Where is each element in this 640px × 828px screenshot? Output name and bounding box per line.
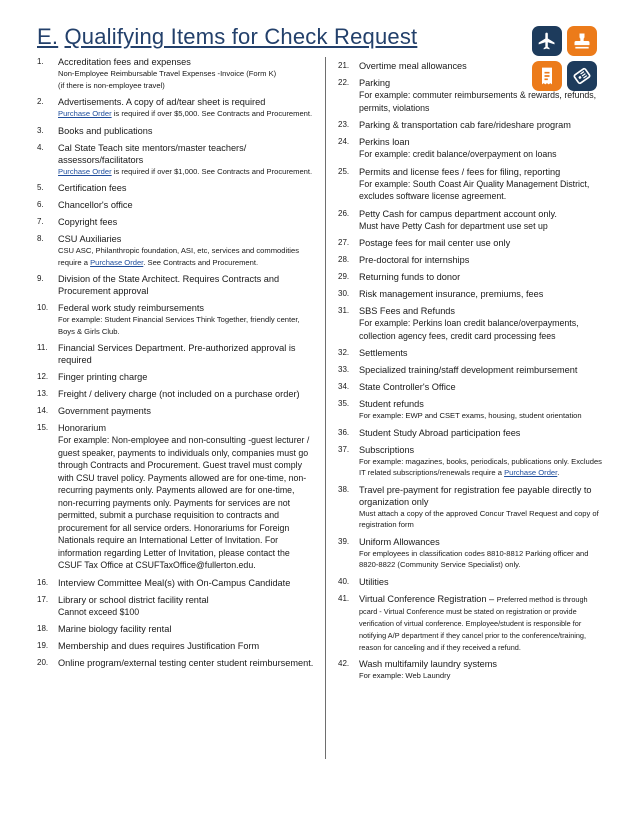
- list-item: 17. Library or school district facility rental Cannot exceed $100: [37, 594, 209, 617]
- list-item: 27. Postage fees for mail center use only: [338, 238, 511, 248]
- list-item: 20. Online program/external testing center student reimbursement.: [37, 658, 314, 668]
- list-item: 24. Perkins loan For example: credit balance/overpayment on loans: [338, 137, 557, 159]
- airplane-icon: [532, 26, 562, 56]
- list-item: 31. SBS Fees and Refunds For example: Perkins loan credit balance/overpayments, collection agency fees, credit card processing fees: [338, 306, 579, 341]
- list-item: 42. Wash multifamily laundry systems For example: Web Laundry: [338, 658, 498, 680]
- list-item: 22. Parking For example: commuter reimbursements & rewards, refunds, permits, violations: [338, 78, 597, 113]
- list-item: 6. Chancellor's office: [37, 200, 133, 210]
- purchase-order-link[interactable]: Purchase Order: [90, 257, 144, 267]
- list-item: 9. Division of the State Architect. Requires Contracts and Procurement approval: [37, 274, 280, 296]
- list-item: 4. Cal State Teach site mentors/master teachers/ assessors/facilitators Purchase Order is required if over $1,000. See Contracts and Procurement.: [37, 142, 313, 176]
- list-item: 10. Federal work study reimbursements For example: Student Financial Services Think Together, friendly center, Boys & Girls Club.: [37, 303, 300, 336]
- list-item: 16. Interview Committee Meal(s) with On-Campus Candidate: [37, 577, 291, 588]
- list-item: 33. Specialized training/staff development reimbursement: [338, 365, 578, 375]
- list-item: 35. Student refunds For example: EWP and CSET exams, housing, student orientation: [338, 399, 582, 420]
- list-item: 39. Uniform Allowances For employees in classification codes 8810-8812 Parking officer and 8820-8822 (Community Service Specialist) only.: [338, 536, 589, 569]
- list-item: 1. Accreditation fees and expenses Non-Employee Reimbursable Travel Expenses -Invoice (Form K) (if there is non-employee travel): [37, 57, 277, 90]
- list-item: 34. State Controller's Office: [338, 382, 456, 392]
- list-item: 38. Travel pre-payment for registration fee payable directly to organization only Must attach a copy of the approved Concur Travel Request and copy of registration form: [338, 484, 599, 529]
- list-item: 32. Settlements: [338, 348, 408, 358]
- list-item: 8. CSU Auxiliaries CSU ASC, Philanthropic foundation, ASI, etc, services and commodities require a Purchase Order. See Contracts and Procurement.: [37, 234, 300, 267]
- section-letter: E.: [37, 24, 59, 49]
- list-item: 3. Books and publications: [37, 125, 153, 136]
- left-column: [37, 56, 314, 674]
- list-item: 19. Membership and dues requires Justification Form: [37, 641, 260, 651]
- list-item: 14. Government payments: [37, 406, 151, 416]
- title-text: Qualifying Items for Check Request: [64, 24, 418, 49]
- list-item: 2. Advertisements. A copy of ad/tear sheet is required Purchase Order is required if over $5,000. See Contracts and Procurement.: [37, 97, 313, 118]
- purchase-order-link[interactable]: Purchase Order: [58, 166, 112, 176]
- list-item: 28. Pre-doctoral for internships: [338, 255, 470, 265]
- list-item: 30. Risk management insurance, premiums, fees: [338, 289, 544, 299]
- list-item: 25. Permits and license fees / fees for filing, reporting For example: South Coast Air Quality Management District, excludes software license agreement.: [338, 166, 590, 201]
- list-item: 36. Student Study Abroad participation fees: [338, 427, 521, 438]
- column-divider: [325, 57, 326, 759]
- list-item: 18. Marine biology facility rental: [37, 624, 172, 634]
- list-item: 11. Financial Services Department. Pre-authorized approval is required: [37, 343, 296, 365]
- stamp-icon: [567, 26, 597, 56]
- list-item: 29. Returning funds to donor: [338, 272, 461, 282]
- list-item: 40. Utilities: [338, 576, 389, 587]
- list-item: 21. Overtime meal allowances: [338, 61, 467, 71]
- list-item: 23. Parking & transportation cab fare/rideshare program: [338, 120, 571, 130]
- list-item: 15. Honorarium For example: Non-employee and non-consulting -guest lecturer / guest speaker, payments to individuals only, companies must go through Contracts and Procurement. Guest travel must comply with CSU travel policy. Payments allowed are for one-time, non- recurring payments only. Payments allowed are for one-time, non-recurring payments only. Payments for services are not permitted, submit a purchase requisition to contracts and procurement for all service orders. Honorariums for Foreign Nationals require an International Letter of Invitation. For information regarding Letter of Invitation, please contact the CSUF Tax Office at CSUFTaxOffice@fullerton.edu.: [37, 423, 310, 570]
- list-item: 41. Virtual Conference Registration – Preferred method is through pcard - Virtual Conference must be stated on registration or provide verification of virtual conference. Employee/student is responsible for notifying A/P department if they cancel prior to the conference/training, reason for canceling and if they received a refund.: [338, 593, 588, 652]
- list-item: 12. Finger printing charge: [37, 372, 148, 382]
- purchase-order-link[interactable]: Purchase Order: [58, 109, 112, 118]
- list-item: 5. Certification fees: [37, 183, 127, 193]
- page-title: [37, 24, 417, 50]
- list-item: 37. Subscriptions For example: magazines, books, periodicals, publications only. Excludes IT related subscriptions/renewals require a Purchase Order.: [338, 444, 602, 477]
- list-item: 26. Petty Cash for campus department account only. Must have Petty Cash for department use set up: [338, 208, 557, 231]
- right-column: [338, 60, 606, 686]
- purchase-order-link[interactable]: Purchase Order: [504, 468, 558, 477]
- list-item: 7. Copyright fees: [37, 217, 118, 227]
- list-item: 13. Freight / delivery charge (not included on a purchase order): [37, 389, 300, 399]
